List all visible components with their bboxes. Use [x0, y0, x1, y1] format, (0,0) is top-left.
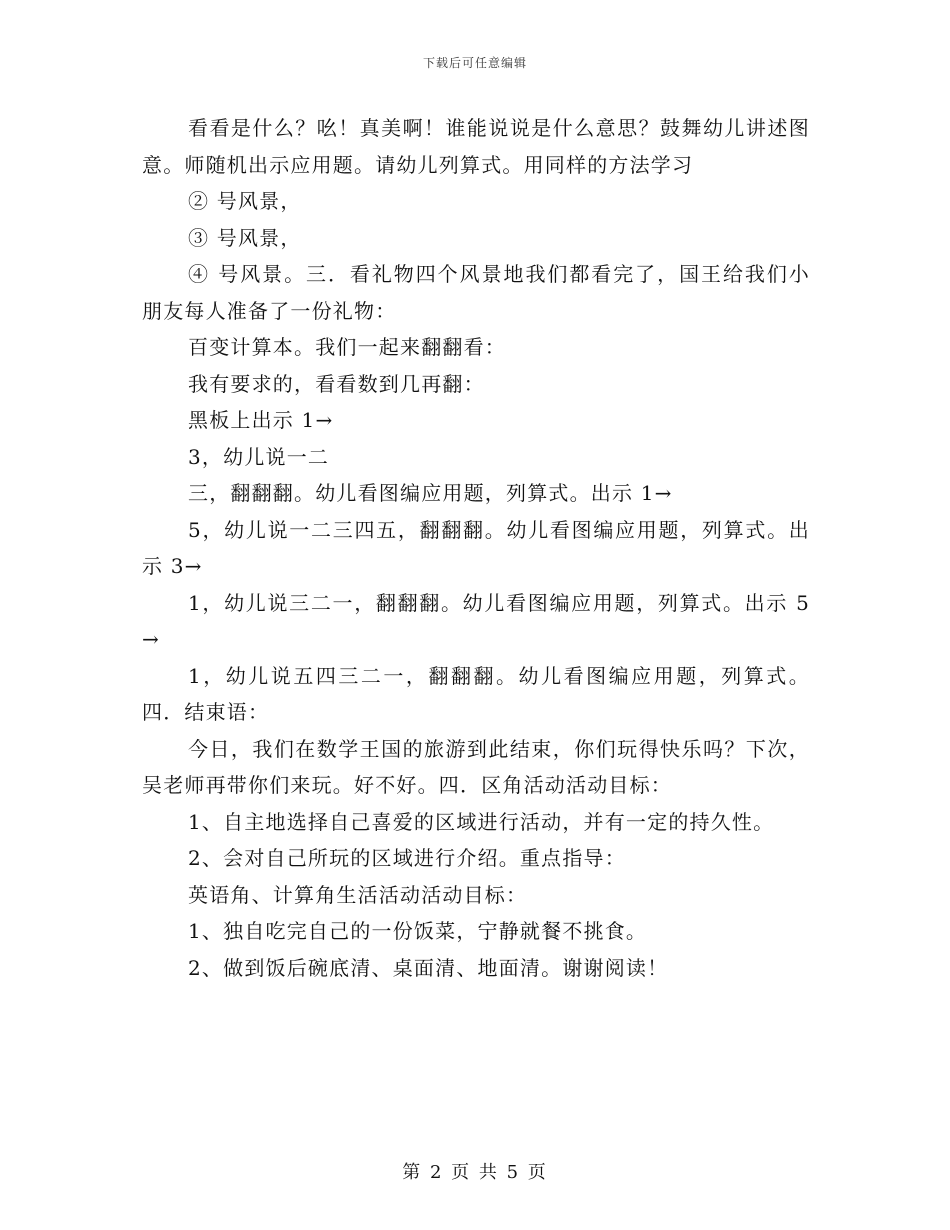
- document-body: [142, 110, 810, 986]
- paragraph: 3，幼儿说一二: [188, 444, 330, 469]
- paragraph: 今日，我们在数学王国的旅游到此结束，你们玩得快乐吗？下次，吴老师再带你们来玩。好不好。四．区角活动活动目标：: [142, 736, 810, 797]
- page-header: 下载后可任意编辑: [422, 56, 527, 70]
- paragraph: ③ 号风景，: [188, 225, 302, 250]
- paragraph: 2、做到饭后碗底清、桌面清、地面清。谢谢阅读！: [188, 955, 669, 980]
- paragraph: 黑板上出示 1→: [188, 408, 334, 432]
- paragraph: ② 号风景，: [188, 189, 302, 213]
- paragraph: 1、独自吃完自己的一份饭菜，宁静就餐不挑食。: [188, 919, 648, 943]
- paragraph: 看看是什么？吆！真美啊！谁能说说是什么意思？鼓舞幼儿讲述图意。师随机出示应用题。请幼儿列算式。用同样的方法学习: [142, 116, 810, 177]
- paragraph: 1，幼儿说五四三二一，翻翻翻。幼儿看图编应用题，列算式。四．结束语：: [142, 663, 810, 724]
- paragraph: 三，翻翻翻。幼儿看图编应用题，列算式。出示 1→: [188, 481, 673, 505]
- paragraph: 百变计算本。我们一起来翻翻看：: [188, 335, 506, 359]
- page-number-footer: 第 2 页 共 5 页: [402, 1162, 548, 1183]
- paragraph: 2、会对自己所玩的区域进行介绍。重点指导：: [188, 846, 626, 870]
- paragraph: 我有要求的，看看数到几再翻：: [188, 371, 485, 396]
- paragraph: ④ 号风景。三．看礼物四个风景地我们都看完了，国王给我们小朋友每人准备了一份礼物：: [142, 262, 810, 323]
- paragraph: 5，幼儿说一二三四五，翻翻翻。幼儿看图编应用题，列算式。出示 3→: [142, 517, 810, 578]
- paragraph: 1、自主地选择自己喜爱的区域进行活动，并有一定的持久性。: [188, 809, 775, 834]
- paragraph: 1，幼儿说三二一，翻翻翻。幼儿看图编应用题，列算式。出示 5→: [142, 590, 810, 651]
- paragraph: 英语角、计算角生活活动活动目标：: [188, 882, 528, 907]
